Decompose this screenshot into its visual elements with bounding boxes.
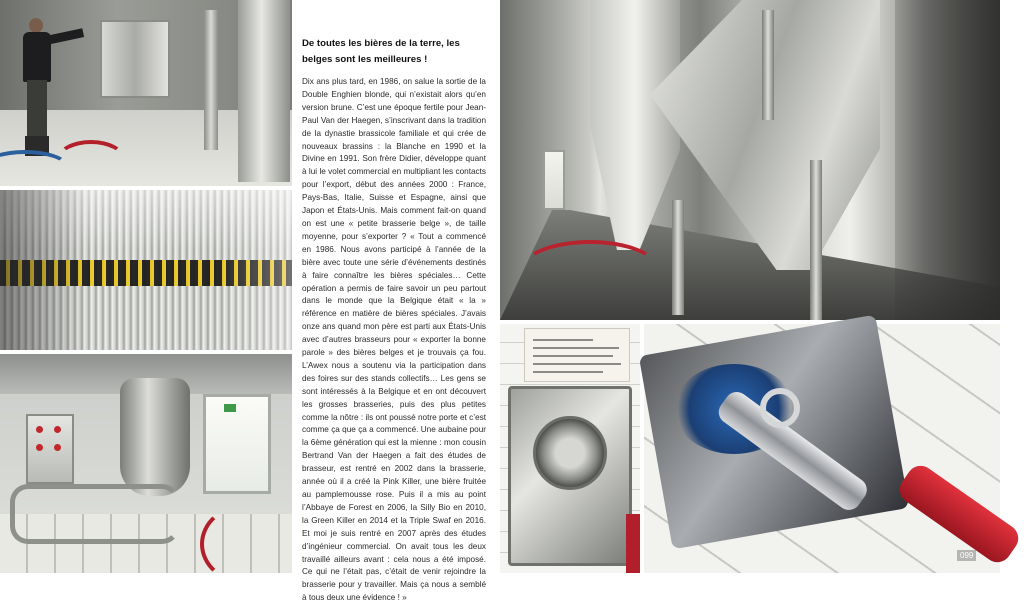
- photo-brewer-filter-press: [0, 0, 292, 186]
- article-heading: De toutes les bières de la terre, les belges sont les meilleures !: [302, 38, 460, 65]
- photo-fermentation-tanks: [500, 0, 1000, 320]
- wall-poster: [524, 328, 630, 382]
- brewer-figure: [20, 18, 52, 158]
- photo-tank-hatch: [500, 324, 640, 573]
- article-column: [302, 36, 486, 605]
- photo-filter-plates: [0, 190, 292, 350]
- photo-hose-drain: [644, 324, 1000, 573]
- article-body: Dix ans plus tard, en 1986, on salue la sortie de la Double Enghien blonde, qui n’existait alors qu’en version brune. C’est une époque fertile pour Jean-Paul Van der Haegen, s’inscrivant dans la tradition de la dynastie brassicole familiale et qui crée de nouveaux brassins : la Blanche en 1990 et la Divine en 1991. Son frère Didier, développe quant à lui le volet commercial en multipliant les contacts pour l’export, début des années 2000 : France, Pays-Bas, Italie, Suisse et Espagne, ainsi que Japon et États-Unis. Mais comment fait-on quand on est une « petite brasserie belge », de taille moyenne, pour s’exporter ? « Tout a commencé en 1986. Nous avons participé à l’année de la bière avec toute une série d’événements destinés à faire connaître les bières spéciales… Cette opération a permis de faire savoir un peu partout dans le monde que la Belgique était « la » référence en matière de bières spéciales. J’avais onze ans quand mon père est parti aux États-Unis avec d’autres brasseurs pour « exporter la bonne parole » des bières belges et je trouvais ça fou. L’Awex nous a soutenu via la participation dans des foires sur des stands collectifs… Les gens se sont intéressés à la Belgique et en ont découvert les grosses brasseries, puis des plus petites comme la nôtre : ils ont poussé notre porte et c’est comme ça que ça a commencé. Une aubaine pour la 6ème génération qui est la mienne : mon cousin Bertrand Van der Haegen a fait des études de brasseur, est rentré en 2002 dans la brasserie, année où il a créé la Pink Killer, une bière fruitée au pamplemousse rose. Puis il a mis au point l’Abbaye de Forest en 2006, la Silly Bio en 2010, la Green Killer en 2014 et la Triple Swaf en 2016. Et moi je suis rentré en 2007 après des études d’ingénieur commercial. On avait tous les deux travaillé ailleurs avant : cela nous a été imposé. Ce qui ne l’était pas, c’était de venir rejoindre la brasserie pour y travailler. Mais ça nous a semblé à tous deux une évidence ! »: [302, 77, 486, 603]
- photo-brewing-room: [0, 354, 292, 573]
- page-number: 099: [957, 550, 976, 561]
